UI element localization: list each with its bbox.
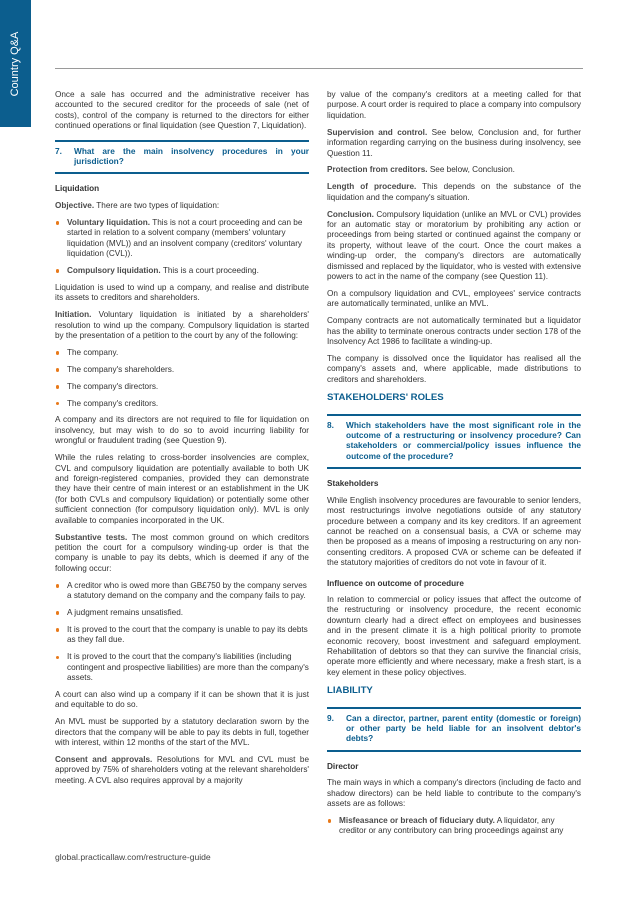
heading-stakeholders: Stakeholders <box>327 479 379 489</box>
bullet-text: This is not a court proceeding and can be started in relation to a solvent company (members' voluntary liquidation (MVL)) and an insolvent company (creditors' voluntary liquidation (CVL)). <box>67 217 303 258</box>
list-item <box>55 218 309 260</box>
initiation-text: Voluntary liquidation is initiated by a shareholders' resolution to wind up the company. Compulsory liquidation is started by the presentation of a petition to the court by any of the following: <box>55 310 309 340</box>
objective-text: There are two types of liquidation: <box>94 200 220 210</box>
protection-text: See below, Conclusion. <box>427 165 515 175</box>
list-item: It is proved to the court that the company's liabilities (including contingent and prospective liabilities) are more than the company's assets. <box>55 652 309 683</box>
list-item: The company's directors. <box>55 382 309 392</box>
initiation-paragraph <box>55 310 309 341</box>
intro-paragraph: Once a sale has occurred and the administrative receiver has accounted to the secured creditor for the proceeds of sale (net of costs), control of the company is returned to the directors for either continued operations or final liquidation (see Question 7, Liquidation). <box>55 90 309 131</box>
list-item: The company's creditors. <box>55 399 309 409</box>
protection-paragraph <box>327 165 581 175</box>
supervision-text: See below, Conclusion and, for further information regarding carrying on the business during insolvency, see Question 11. <box>327 127 581 158</box>
continued-paragraph: by value of the company's creditors at a meeting called for that purpose. A court order is required to place a company into compulsory liquidation. <box>327 90 581 120</box>
heading-director: Director <box>327 761 359 771</box>
bullet-lead: Voluntary liquidation. <box>67 217 151 227</box>
conclusion-text: Compulsory liquidation (unlike an MVL or CVL) provides for an automatic stay or moratorium by prohibiting any action or proceedings from being started or continued against the company or its property, without leave of the court. Once the court makes a winding-up order, the company's directors are automatically dismissed and replaced by the liquidator, who is vested with extensive powers to act in the name of the company (see Question 11). <box>327 209 581 282</box>
section-heading-stakeholders: STAKEHOLDERS' ROLES <box>327 392 444 404</box>
employees-paragraph: On a compulsory liquidation and CVL, employees' service contracts are automatically terminated, unlike an MVL. <box>327 289 581 309</box>
consent-text: Resolutions for MVL and CVL must be approved by 75% of shareholders voting at the relevant shareholders' meeting. A CVL also requires approval by a majority <box>55 754 309 785</box>
list-item <box>327 816 581 837</box>
protection-lead: Protection from creditors. <box>327 165 428 175</box>
country-qa-label: Country Q&A <box>9 31 21 97</box>
question-8-number: 8. <box>327 419 334 430</box>
length-lead: Length of procedure. <box>327 182 417 192</box>
consent-lead: Consent and approvals. <box>55 754 153 764</box>
question-9-text: Can a director, partner, parent entity (domestic or foreign) or other party be held liable for an insolvent debtor's debts? <box>346 712 581 744</box>
question-9 <box>327 707 581 752</box>
country-qa-tab <box>0 0 31 127</box>
cross-border-paragraph: While the rules relating to cross-border insolvencies are complex, CVL and compulsory liquidation are potentially available to both UK and foreign-registered companies, provided they can demonstrate they have their centre of main interest or an establishment in the UK (for both CVLs and compulsory liquidation) or potentially some other sufficient connection (for compulsory liquidation only). MVL is only available to companies incorporated in the UK. <box>55 453 309 525</box>
director-paragraph: The main ways in which a company's directors (including de facto and shadow directors) can be held liable to contribute to the company's assets are as follows: <box>327 778 581 809</box>
objective-lead: Objective. <box>55 200 95 210</box>
list-item: The company. <box>55 348 309 358</box>
length-paragraph <box>327 182 581 203</box>
not-required-paragraph: A company and its directors are not required to file for liquidation on insolvency, but may wish to do so to avoid incurring liability for wrongful or fraudulent trading (see Question 9). <box>55 415 309 446</box>
bullet-lead: Misfeasance or breach of fiduciary duty. <box>339 815 495 825</box>
mvl-paragraph: An MVL must be supported by a statutory declaration sworn by the directors that the company will be able to pay its debts in full, together with interest, within 12 months of the start of the MVL. <box>55 717 309 747</box>
heading-influence: Influence on outcome of procedure <box>327 578 464 588</box>
tests-lead: Substantive tests. <box>55 532 128 542</box>
tests-list <box>55 581 309 684</box>
conclusion-paragraph <box>327 210 581 283</box>
footer-url: global.practicallaw.com/restructure-guide <box>55 852 211 862</box>
left-column <box>55 90 309 793</box>
conclusion-lead: Conclusion. <box>327 209 374 219</box>
supervision-paragraph <box>327 128 581 159</box>
question-7-text: What are the main insolvency procedures in your jurisdiction? <box>74 145 309 167</box>
length-text: This depends on the substance of the liquidation and the company's situation. <box>327 182 581 202</box>
list-item: A creditor who is owed more than GB£750 by the company serves a statutory demand on the company and the company fails to pay. <box>55 581 309 602</box>
director-liability-list <box>327 816 581 837</box>
list-item: A judgment remains unsatisfied. <box>55 608 309 618</box>
objective-paragraph <box>55 201 309 211</box>
petitioners-list <box>55 348 309 409</box>
liquidation-types-list <box>55 218 309 277</box>
initiation-lead: Initiation. <box>55 310 92 320</box>
question-8-text: Which stakeholders have the most significant role in the outcome of a restructuring or insolvency procedure? Can stakeholders or commercial/policy issues influence the outcome of the procedure? <box>346 419 581 461</box>
bullet-lead: Compulsory liquidation. <box>67 265 161 275</box>
tests-paragraph <box>55 533 309 575</box>
influence-paragraph: In relation to commercial or policy issues that affect the outcome of the restructuring or insolvency procedure, the recent economic downturn clearly had a direct effect on employees and businesses and in the present climate it is a high political priority to promote economic recovery, boost investment and safeguard employment. Rehabilitation of debtors so that they can survive the financial crisis, operate more efficiently and where necessary, make a fresh start, is a key element in these policy objectives. <box>327 594 581 677</box>
consent-paragraph <box>55 755 309 786</box>
section-heading-liability: LIABILITY <box>327 685 373 697</box>
just-equitable-paragraph: A court can also wind up a company if it can be shown that it is just and equitable to do so. <box>55 689 309 710</box>
stakeholders-paragraph: While English insolvency procedures are favourable to senior lenders, most restructurings involve negotiations outside of any statutory procedure between a company and its key creditors. If an agreement cannot be reached on a consensual basis, a CVA or scheme may then be proposed as a means of imposing a restructuring on any non-consenting creditors. A proposed CVA or scheme can be defeated if the statutory majorities of creditors do not vote in favour of it. <box>327 495 581 568</box>
contracts-paragraph: Company contracts are not automatically terminated but a liquidator has the ability to terminate onerous contracts under section 178 of the Insolvency Act 1986 to facilitate a winding-up. <box>327 316 581 347</box>
header-rule <box>55 68 583 69</box>
list-item: It is proved to the court that the company is unable to pay its debts as they fall due. <box>55 625 309 646</box>
question-7-number: 7. <box>55 145 62 156</box>
supervision-lead: Supervision and control. <box>327 127 428 137</box>
list-item <box>55 266 309 276</box>
right-column <box>327 90 581 843</box>
tests-text: The most common ground on which creditors petition the court for a compulsory winding-up order is that the company is unable to pay its debts, which is deemed if any of the following occur: <box>55 532 309 573</box>
dissolved-paragraph: The company is dissolved once the liquidator has realised all the company's assets and, where applicable, made distributions to creditors and shareholders. <box>327 354 581 384</box>
bullet-text: A liquidator, any creditor or any contributory can bring proceedings against any <box>339 815 564 836</box>
liquidation-used-paragraph: Liquidation is used to wind up a company, and realise and distribute its assets to creditors and shareholders. <box>55 282 309 303</box>
heading-liquidation: Liquidation <box>55 184 100 194</box>
list-item: The company's shareholders. <box>55 365 309 375</box>
question-7 <box>55 140 309 175</box>
question-8 <box>327 414 581 470</box>
question-9-number: 9. <box>327 712 334 723</box>
bullet-text: This is a court proceeding. <box>160 265 259 275</box>
